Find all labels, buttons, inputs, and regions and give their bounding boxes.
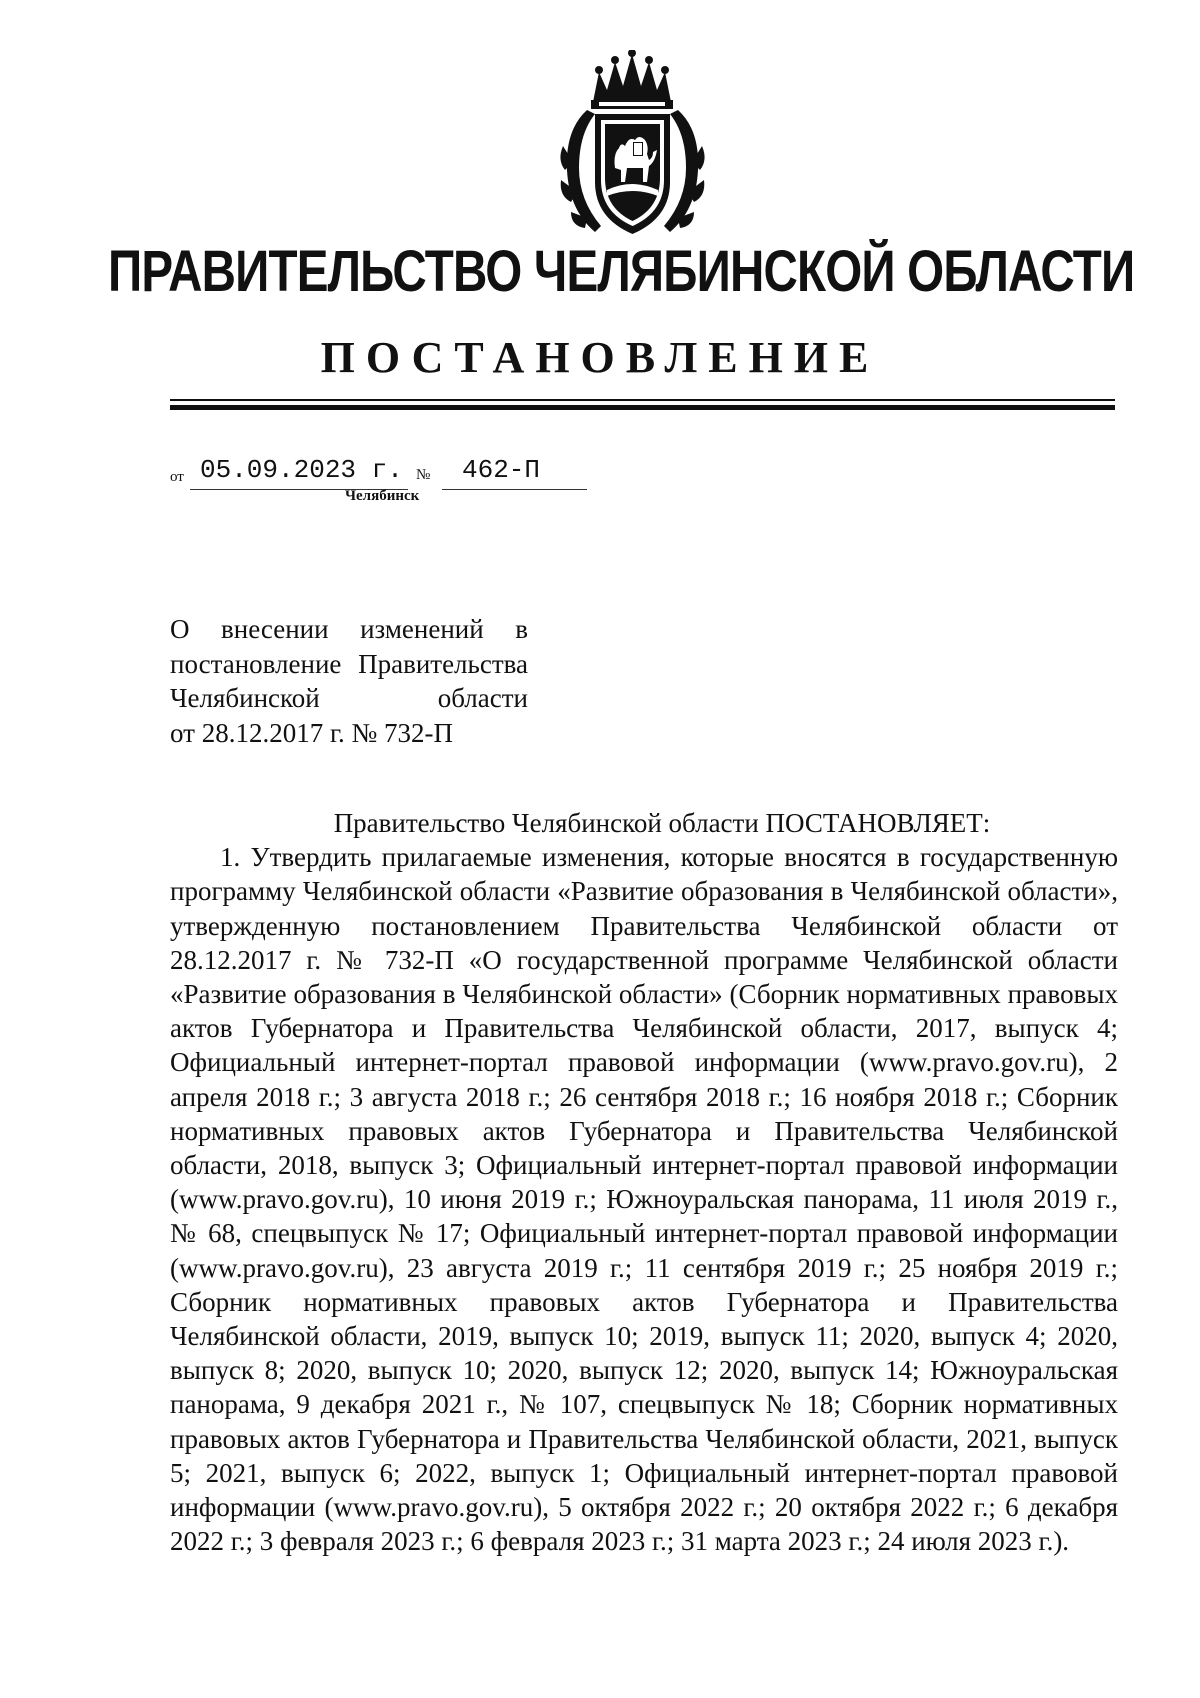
resolution-intro: Правительство Челябинской области ПОСТАНОВЛЯЕТ: xyxy=(333,808,991,838)
coat-of-arms-icon xyxy=(555,50,710,242)
document-number: 462-П xyxy=(462,455,541,485)
subject-line: от 28.12.2017 г. № 732-П xyxy=(170,718,453,749)
subject-line: постановление Правительства xyxy=(170,648,528,679)
subject-line: О внесении изменений в xyxy=(170,614,528,644)
document-subject xyxy=(170,612,528,751)
number-underline xyxy=(442,489,587,490)
date-prefix-label: от xyxy=(170,469,184,485)
government-name: ПРАВИТЕЛЬСТВО ЧЕЛЯБИНСКОЙ ОБЛАСТИ xyxy=(108,239,1135,304)
document-type-heading: ПОСТАНОВЛЕНИЕ xyxy=(320,333,880,382)
paragraph-1: 1. Утвердить прилагаемые изменения, которые вносятся в государственную программу Челябинской области «Развитие образования в Челябинской области», утвержденную постановлением Правительства Челябинской области от 28.12.2017 г. № 732-П «О государственной программе Челябинской области «Развитие образования в Челябинской области» (Сборник нормативных правовых актов Губернатора и Правительства Челябинской области, 2017, выпуск 4; Официальный интернет-портал правовой информации (www.pravo.gov.ru), 2 апреля 2018 г.; 3 августа 2018 г.; 26 сентября 2018 г.; 16 ноября 2018 г.; Сборник нормативных правовых актов Губернатора и Правительства Челябинской области, 2018, выпуск 3; Официальный интернет-портал правовой информации (www.pravo.gov.ru), 10 июня 2019 г.; Южноуральская панорама, 11 июля 2019 г., № 68, спецвыпуск № 17; Официальный интернет-портал правовой информации (www.pravo.gov.ru), 23 августа 2019 г.; 11 сентября 2019 г.; 25 ноября 2019 г.; Сборник нормативных правовых актов Губернатора и Правительства Челябинской области, 2019, выпуск 10; 2019, выпуск 11; 2020, выпуск 4; 2020, выпуск 8; 2020, выпуск 10; 2020, выпуск 12; 2020, выпуск 14; Южноуральская панорама, 9 декабря 2021 г., № 107, спецвыпуск № 18; Сборник нормативных правовых актов Губернатора и Правительства Челябинской области, 2021, выпуск 5; 2021, выпуск 6; 2022, выпуск 1; Официальный интернет-портал правовой информации (www.pravo.gov.ru), 5 октября 2022 г.; 20 октября 2022 г.; 6 декабря 2022 г.; 3 февраля 2023 г.; 6 февраля 2023 г.; 31 марта 2023 г.; 24 июля 2023 г.). xyxy=(170,842,1118,1557)
subject-line: Челябинской области xyxy=(170,683,528,714)
document-body xyxy=(170,806,1118,1558)
header-divider-thin xyxy=(170,399,1115,401)
header-divider-thick xyxy=(170,405,1115,410)
document-date: 05.09.2023 г. xyxy=(200,455,403,485)
city-label: Челябинск xyxy=(345,488,420,504)
number-prefix-label: № xyxy=(416,467,431,483)
